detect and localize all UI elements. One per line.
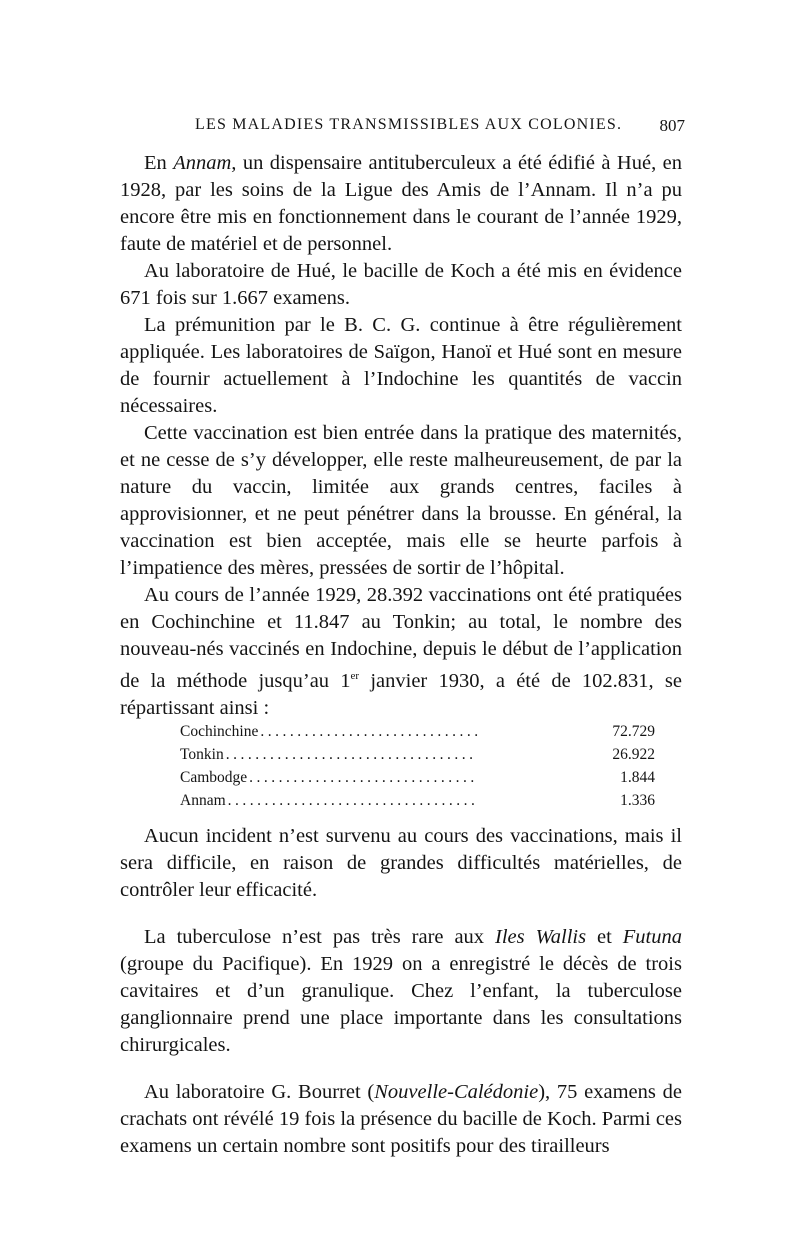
vaccination-count: 1.336 [620, 792, 655, 809]
place-name-wallis: Iles Wallis [495, 926, 587, 948]
list-item [180, 720, 655, 743]
paragraph-hue-laboratory: Au laboratoire de Hué, le bacille de Koch a été mis en évidence 671 fois sur 1.667 examens. [120, 260, 682, 309]
vaccination-count: 26.922 [612, 746, 655, 763]
paragraph-vaccination-counts: Au cours de l’année 1929, 28.392 vaccinations ont été pratiquées en Cochinchine et 11.847 au Tonkin; au total, le nombre des nouveau-nés vaccinés en Indochine, depuis le début de l’application de la méthode jusqu’au 1er janvier 1930, a été de 102.831, se répartissant ainsi : [120, 584, 682, 719]
dot-leader: ............................... [249, 769, 478, 786]
vaccination-count: 72.729 [612, 723, 655, 740]
body-text-lower [120, 823, 682, 1160]
dot-leader: .................................. [225, 746, 477, 763]
running-title: LES MALADIES TRANSMISSIBLES AUX COLONIES. [195, 116, 623, 133]
paragraph-annam: En Annam, un dispensaire antituberculeux a été édifié à Hué, en 1928, par les soins de la Ligue des Amis de l’Annam. Il n’a pu encore être mis en fonctionnement dans le courant de l’année 1929, faute de matériel et de personnel. [120, 152, 682, 255]
vaccination-count: 1.844 [620, 769, 655, 786]
region-name: Annam [180, 792, 226, 809]
place-name-futuna: Futuna [622, 926, 682, 948]
paragraph-nouvelle-caledonie: Au laboratoire G. Bourret (Nouvelle-Calédonie), 75 examens de crachats ont révélé 19 fois la présence du bacille de Koch. Parmi ces examens un certain nombre sont positifs pour des tirailleurs [120, 1081, 682, 1157]
page-number: 807 [659, 116, 685, 135]
region-name: Tonkin [180, 746, 224, 763]
paragraph-wallis-futuna: La tuberculose n’est pas très rare aux Iles Wallis et Futuna (groupe du Pacifique). En 1929 on a enregistré le décès de trois cavitaires et d’un granulique. Chez l’enfant, la tuberculose ganglionnaire prend une place importante dans les consultations chirurgicales. [120, 926, 682, 1056]
vaccination-list [180, 720, 655, 812]
paragraph-vaccination-practice: Cette vaccination est bien entrée dans la pratique des maternités, et ne cesse de s’y développer, elle reste malheureusement, de par la nature du vaccin, limitée aux grands centres, faciles à approvisionner, et ne peut pénétrer dans la brousse. En général, la vaccination est bien acceptée, mais elle se heurte parfois à l’impatience des mères, pressées de sortir de l’hôpital. [120, 422, 682, 579]
list-item [180, 743, 655, 766]
region-name: Cambodge [180, 769, 248, 786]
paragraph-no-incident: Aucun incident n’est survenu au cours des vaccinations, mais il sera difficile, en raison de grandes difficultés matérielles, de contrôler leur efficacité. [120, 825, 682, 901]
body-text-upper [120, 150, 682, 722]
paragraph-bcg-premunition: La prémunition par le B. C. G. continue à être régulièrement appliquée. Les laboratoires de Saïgon, Hanoï et Hué sont en mesure de fournir actuellement à l’Indochine les quantités de vaccin nécessaires. [120, 314, 682, 417]
dot-leader: .............................. [260, 723, 482, 740]
dot-leader: .................................. [227, 792, 479, 809]
superscript-er: er [350, 670, 360, 682]
list-item [180, 789, 655, 812]
region-name: Cochinchine [180, 723, 259, 740]
place-name-annam: Annam, [173, 152, 237, 174]
page-header [195, 116, 685, 142]
place-name-nouvelle-caledonie: Nouvelle-Calédonie [374, 1081, 539, 1103]
list-item [180, 766, 655, 789]
